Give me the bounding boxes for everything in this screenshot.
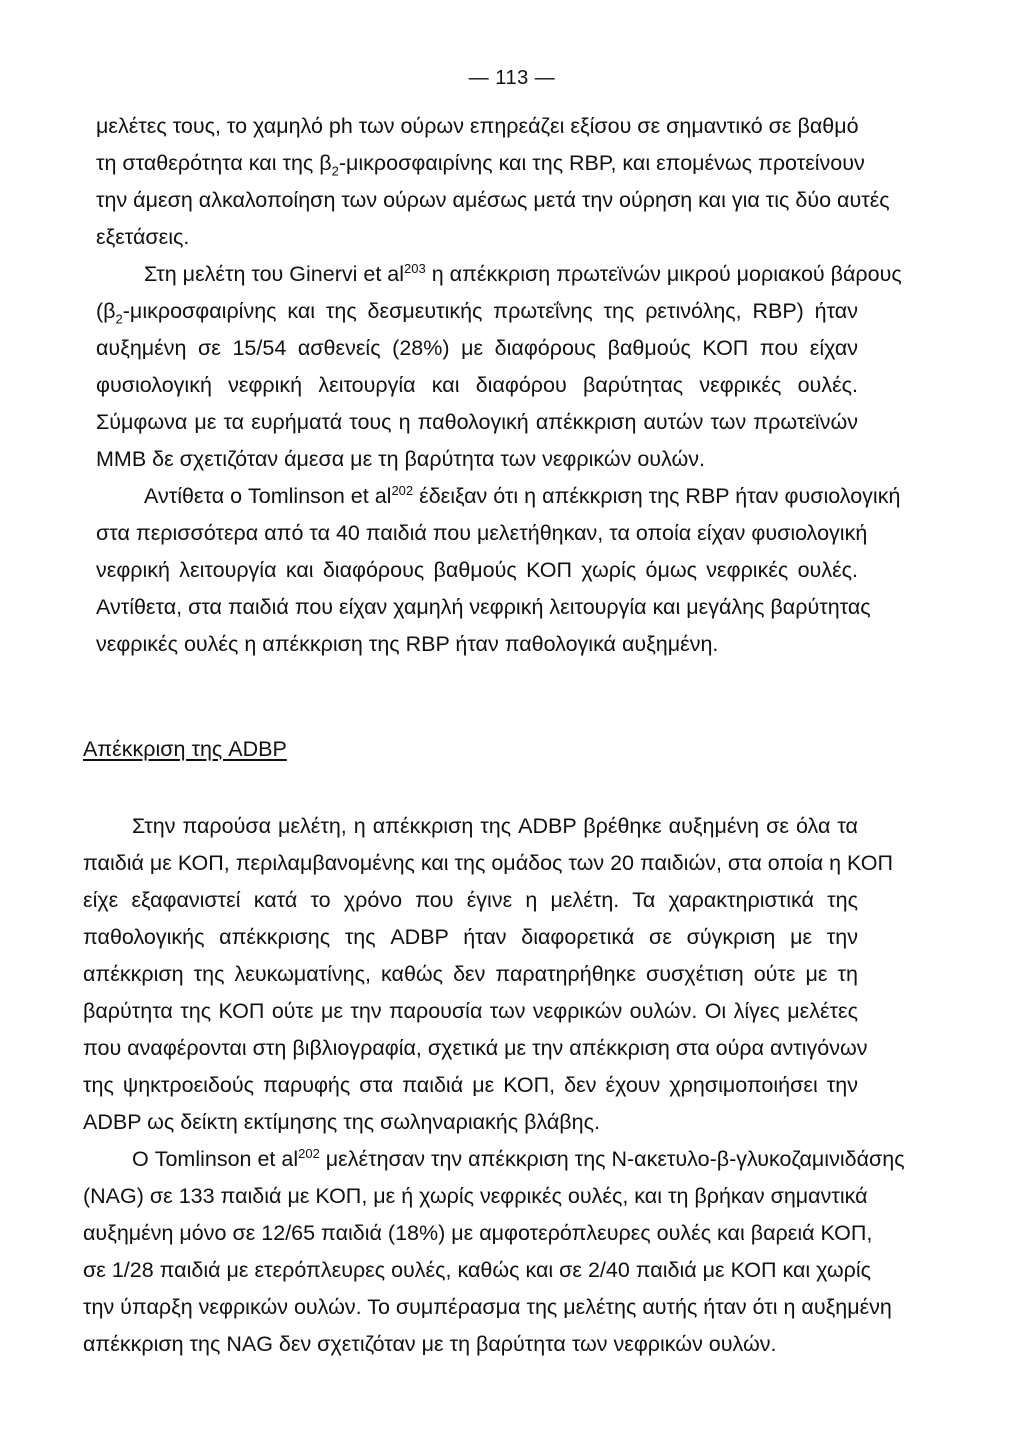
text-line: φυσιολογική νεφρική λειτουργία και διαφόρου βαρύτητας νεφρικές ουλές. <box>96 373 858 397</box>
text-line: ($\beta_2$-μικροσφαιρίνης και της δεσμευτικής πρωτεΐνης της ρετινόλης, RBP) ήταν <box>96 299 858 327</box>
text-line: αυξημένη μόνο σε 12/65 παιδιά (18%) με αμφοτερόπλευρες ουλές και βαρειά ΚΟΠ, <box>83 1221 873 1245</box>
text-line: Σύμφωνα με τα ευρήματά τους η παθολογική απέκκριση αυτών των πρωτεϊνών <box>96 410 858 434</box>
text-line: ADBP ως δείκτη εκτίμησης της σωληναριακής βλάβης. <box>83 1110 600 1134</box>
text-line: της ψηκτροειδούς παρυφής στα παιδιά με ΚΟΠ, δεν έχουν χρησιμοποιήσει την <box>83 1073 858 1097</box>
text-line: Στην παρούσα μελέτη, η απέκκριση της ADBP βρέθηκε αυξημένη σε όλα τα <box>132 814 858 838</box>
text-line: στα περισσότερα από τα 40 παιδιά που μελετήθηκαν, τα οποία είχαν φυσιολογική <box>96 521 868 545</box>
text-line: Ο Tomlinson et $al^{202}$ μελέτησαν την απέκκριση της Ν-ακετυλο-β-γλυκοζαμινιδάσης <box>132 1145 905 1171</box>
text-line: ΜΜΒ δε σχετιζόταν άμεσα με τη βαρύτητα των νεφρικών ουλών. <box>96 447 706 471</box>
text-line: Αντίθετα, στα παιδιά που είχαν χαμηλή νεφρική λειτουργία και μεγάλης βαρύτητας <box>96 595 871 619</box>
text-line: νεφρική λειτουργία και διαφόρους βαθμούς ΚΟΠ χωρίς όμως νεφρικές ουλές. <box>96 558 858 582</box>
text-line: μελέτες τους, το χαμηλό ph των ούρων επηρεάζει εξίσου σε σημαντικό σε βαθμό <box>96 114 859 138</box>
text-line: αυξημένη σε 15/54 ασθενείς (28%) με διαφόρους βαθμούς ΚΟΠ που είχαν <box>96 336 858 360</box>
text-line: βαρύτητα της ΚΟΠ ούτε με την παρουσία των νεφρικών ουλών. Οι λίγες μελέτες <box>83 999 858 1023</box>
text-line: την άμεση αλκαλοποίηση των ούρων αμέσως μετά την ούρηση και για τις δύο αυτές <box>96 188 890 212</box>
text-line: (NAG) σε 133 παιδιά με ΚΟΠ, με ή χωρίς νεφρικές ουλές, και τη βρήκαν σημαντικά <box>83 1184 868 1208</box>
text-line: είχε εξαφανιστεί κατά το χρόνο που έγινε η μελέτη. Τα χαρακτηριστικά της <box>83 888 858 912</box>
text-line: νεφρικές ουλές η απέκκριση της RBP ήταν παθολογικά αυξημένη. <box>96 632 719 656</box>
text-line: σε 1/28 παιδιά με ετερόπλευρες ουλές, καθώς και σε 2/40 παιδιά με ΚΟΠ και χωρίς <box>83 1258 872 1282</box>
text-line: εξετάσεις. <box>96 225 190 249</box>
text-line: την ύπαρξη νεφρικών ουλών. Το συμπέρασμα της μελέτης αυτής ήταν ότι η αυξημένη <box>83 1295 892 1319</box>
text-line: απέκκριση της λευκωματίνης, καθώς δεν παρατηρήθηκε συσχέτιση ούτε με τη <box>83 962 858 986</box>
text-line: Στη μελέτη του Ginervi et $al^{203}$ η απέκκριση πρωτεϊνών μικρού μοριακού βάρους <box>144 260 902 286</box>
text-line: απέκκριση της NAG δεν σχετιζόταν με τη βαρύτητα των νεφρικών ουλών. <box>83 1332 777 1356</box>
page-number: — 113 — <box>468 67 556 89</box>
text-line: παιδιά με ΚΟΠ, περιλαμβανομένης και της ομάδος των 20 παιδιών, στα οποία η ΚΟΠ <box>83 851 893 875</box>
text-line: που αναφέρονται στη βιβλιογραφία, σχετικά με την απέκκριση στα ούρα αντιγόνων <box>83 1036 868 1060</box>
text-line: τη σταθερότητα και της $\beta_2$-μικροσφαιρίνης και της RBP, και επομένως προτείνουν <box>96 151 865 179</box>
section-heading: Απέκκριση της ADBP <box>83 737 287 761</box>
text-line: παθολογικής απέκκρισης της ADBP ήταν διαφορετικά σε σύγκριση με την <box>83 925 858 949</box>
text-line: Αντίθετα ο Tomlinson et $al^{202}$ έδειξαν ότι η απέκκριση της RBP ήταν φυσιολογική <box>144 482 901 508</box>
